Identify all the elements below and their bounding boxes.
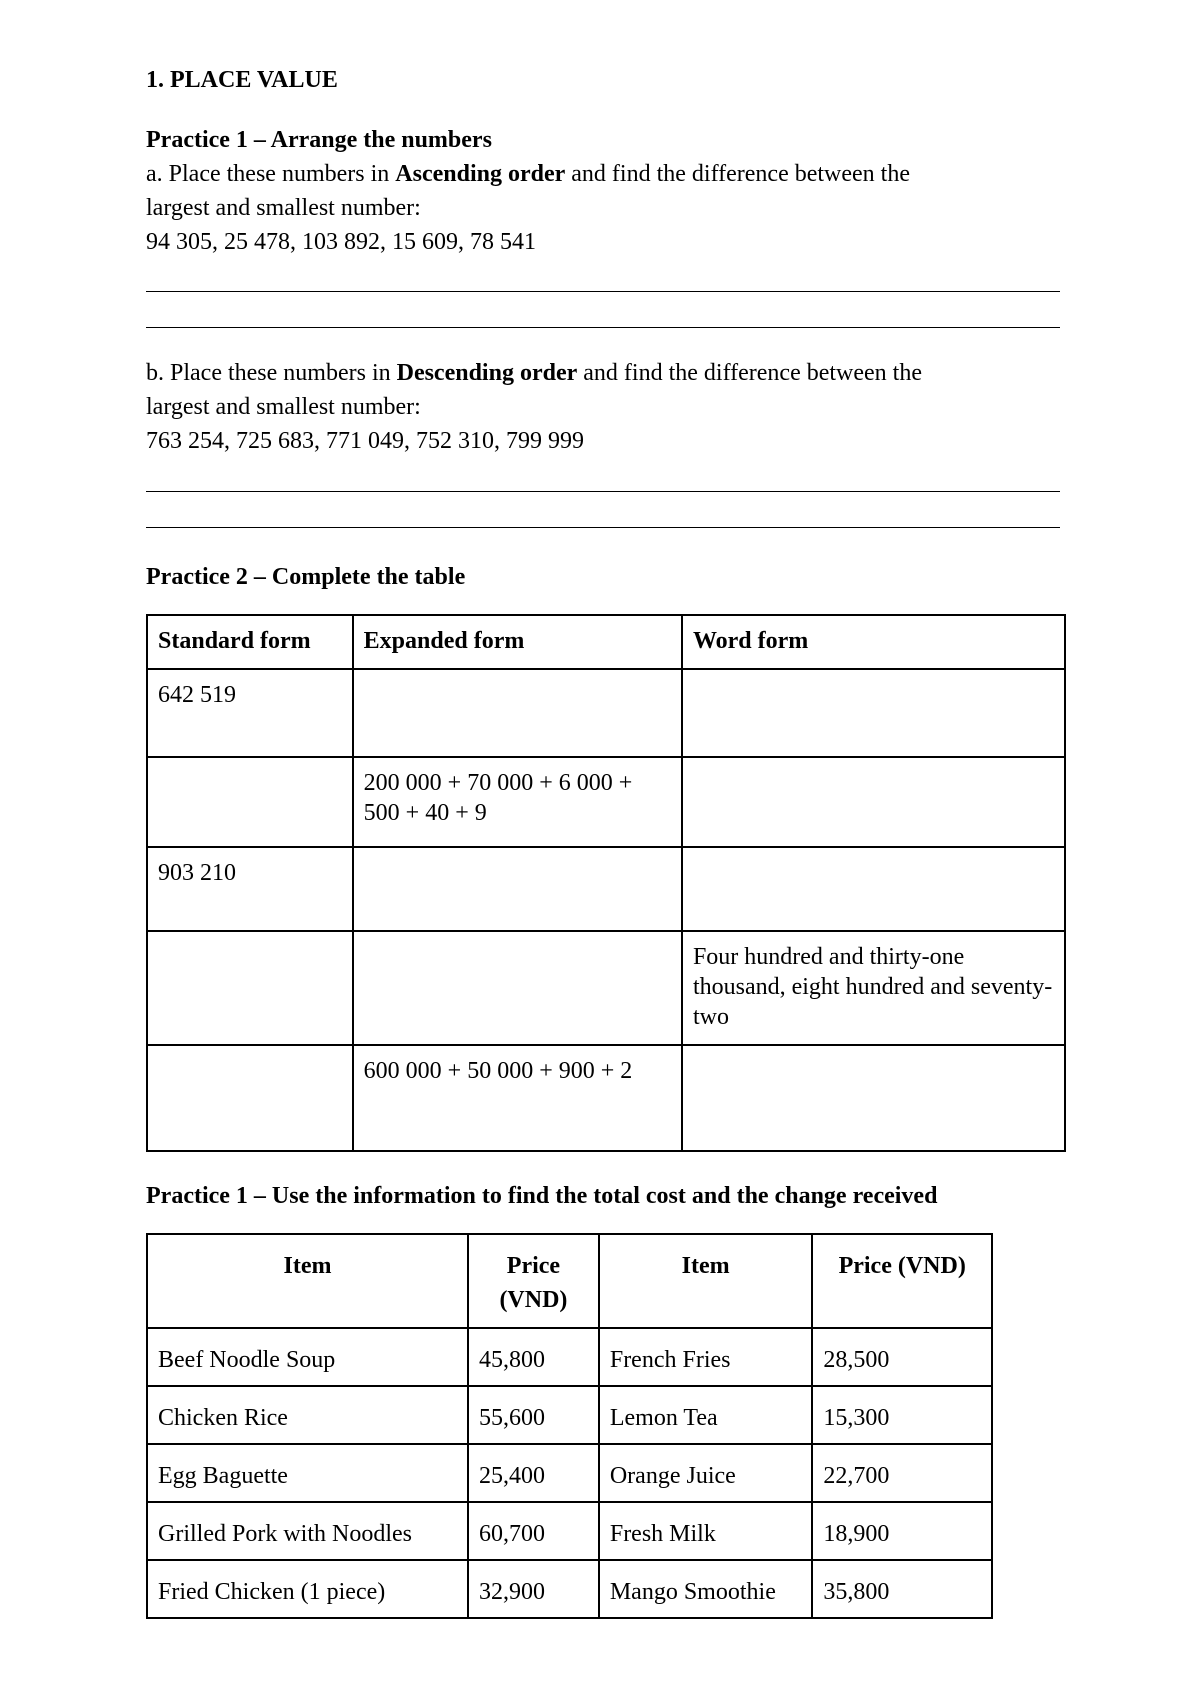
table-row bbox=[147, 1444, 992, 1502]
price-table bbox=[146, 1233, 993, 1619]
cell-word[interactable] bbox=[682, 757, 1065, 847]
header-item: Item bbox=[599, 1234, 813, 1328]
item-name: French Fries bbox=[599, 1328, 813, 1386]
table-row bbox=[147, 1502, 992, 1560]
item-price: 22,700 bbox=[812, 1444, 992, 1502]
practice1-part-a-instruction bbox=[146, 157, 910, 191]
place-value-table bbox=[146, 614, 1066, 1152]
practice3-title: Practice 1 – Use the information to find the total cost and the change received bbox=[146, 1183, 938, 1209]
cell-expanded[interactable]: 600 000 + 50 000 + 900 + 2 bbox=[353, 1045, 682, 1151]
item-name: Mango Smoothie bbox=[599, 1560, 813, 1618]
header-item: Item bbox=[147, 1234, 468, 1328]
header-price: Price (VND) bbox=[468, 1234, 599, 1328]
header-price: Price (VND) bbox=[812, 1234, 992, 1328]
item-price: 60,700 bbox=[468, 1502, 599, 1560]
table-row bbox=[147, 1386, 992, 1444]
item-price: 15,300 bbox=[812, 1386, 992, 1444]
cell-standard[interactable]: 903 210 bbox=[147, 847, 353, 931]
cell-standard[interactable] bbox=[147, 931, 353, 1045]
cell-word[interactable] bbox=[682, 847, 1065, 931]
item-price: 45,800 bbox=[468, 1328, 599, 1386]
answer-line[interactable] bbox=[146, 291, 1060, 292]
header-expanded-form: Expanded form bbox=[353, 615, 682, 669]
table-row bbox=[147, 847, 1065, 931]
part-b-bold: Descending order bbox=[396, 360, 578, 386]
item-name: Egg Baguette bbox=[147, 1444, 468, 1502]
table-row bbox=[147, 931, 1065, 1045]
practice1-part-b-instruction bbox=[146, 356, 922, 390]
part-b-line2: largest and smallest number: bbox=[146, 394, 421, 420]
item-name: Beef Noodle Soup bbox=[147, 1328, 468, 1386]
part-b-numbers: 763 254, 725 683, 771 049, 752 310, 799 999 bbox=[146, 428, 584, 454]
part-a-prefix: a. Place these numbers in bbox=[146, 161, 396, 187]
part-a-suffix: and find the difference between the bbox=[565, 161, 910, 187]
cell-word[interactable] bbox=[682, 1045, 1065, 1151]
table-row bbox=[147, 757, 1065, 847]
practice2-title: Practice 2 – Complete the table bbox=[146, 564, 466, 590]
cell-expanded[interactable]: 200 000 + 70 000 + 6 000 + 500 + 40 + 9 bbox=[353, 757, 682, 847]
cell-word[interactable]: Four hundred and thirty-one thousand, eight hundred and seventy-two bbox=[682, 931, 1065, 1045]
part-b-prefix: b. Place these numbers in bbox=[146, 360, 397, 386]
item-price: 32,900 bbox=[468, 1560, 599, 1618]
section-title: 1. PLACE VALUE bbox=[146, 67, 338, 93]
header-standard-form: Standard form bbox=[147, 615, 353, 669]
item-name: Chicken Rice bbox=[147, 1386, 468, 1444]
item-price: 35,800 bbox=[812, 1560, 992, 1618]
cell-expanded[interactable] bbox=[353, 931, 682, 1045]
item-price: 18,900 bbox=[812, 1502, 992, 1560]
item-name: Fresh Milk bbox=[599, 1502, 813, 1560]
table-row bbox=[147, 669, 1065, 757]
cell-word[interactable] bbox=[682, 669, 1065, 757]
cell-standard[interactable] bbox=[147, 1045, 353, 1151]
item-price: 25,400 bbox=[468, 1444, 599, 1502]
answer-line[interactable] bbox=[146, 527, 1060, 528]
answer-line[interactable] bbox=[146, 327, 1060, 328]
item-name: Fried Chicken (1 piece) bbox=[147, 1560, 468, 1618]
practice1-title: Practice 1 – Arrange the numbers bbox=[146, 127, 492, 153]
part-a-numbers: 94 305, 25 478, 103 892, 15 609, 78 541 bbox=[146, 229, 536, 255]
item-name: Lemon Tea bbox=[599, 1386, 813, 1444]
table-row bbox=[147, 1328, 992, 1386]
part-a-bold: Ascending order bbox=[395, 161, 566, 187]
part-a-line2: largest and smallest number: bbox=[146, 195, 421, 221]
item-name: Grilled Pork with Noodles bbox=[147, 1502, 468, 1560]
table-row bbox=[147, 1045, 1065, 1151]
cell-standard[interactable] bbox=[147, 757, 353, 847]
table-row bbox=[147, 1560, 992, 1618]
cell-expanded[interactable] bbox=[353, 669, 682, 757]
header-word-form: Word form bbox=[682, 615, 1065, 669]
cell-standard[interactable]: 642 519 bbox=[147, 669, 353, 757]
item-name: Orange Juice bbox=[599, 1444, 813, 1502]
item-price: 55,600 bbox=[468, 1386, 599, 1444]
cell-expanded[interactable] bbox=[353, 847, 682, 931]
part-b-suffix: and find the difference between the bbox=[577, 360, 922, 386]
item-price: 28,500 bbox=[812, 1328, 992, 1386]
answer-line[interactable] bbox=[146, 491, 1060, 492]
